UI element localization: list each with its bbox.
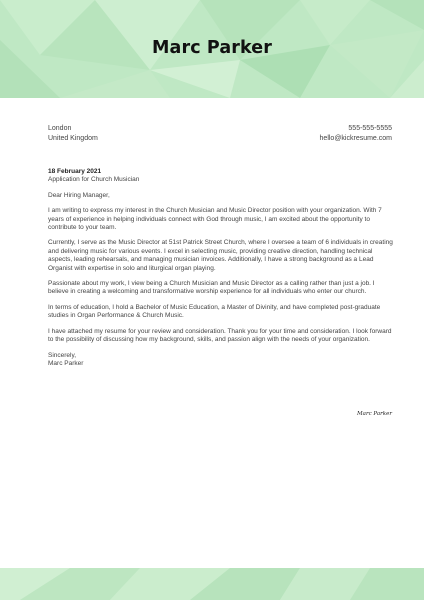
- contact-location: [48, 124, 98, 144]
- letter-subject: Application for Church Musician: [48, 176, 140, 184]
- footer-pattern: [0, 568, 424, 600]
- contact-email[interactable]: hello@kickresume.com: [319, 135, 392, 142]
- handwritten-signature: Marc Parker: [357, 411, 392, 417]
- letter-paragraph-1: I am writing to express my interest in the Church Musician and Music Director position with your organization. With 7 years of experience in helping individuals connect with God through music, I am excited about the opportunity to contribute to your team.: [48, 207, 382, 232]
- letter-date: 18 February 2021: [48, 168, 102, 175]
- header-banner: [0, 0, 424, 98]
- letter-paragraph-2: Currently, I serve as the Music Director at 51st Patrick Street Church, where I oversee a team of 6 individuals in creating and delivering music for various events. I excel in selecting music, providing creative direction, handling technical aspects, leading rehearsals, and managing musician invoices. Additionally, I have a strong background as a Lead Organist with expertise in solo and liturgical organ playing.: [48, 239, 393, 272]
- contact-details: [320, 124, 392, 144]
- letter-paragraph-4: In terms of education, I hold a Bachelor of Music Education, a Master of Divinity, and have completed post-graduate studies in Organ Performance & Church Music.: [48, 303, 381, 320]
- contact-phone[interactable]: 555-555-5555: [348, 125, 392, 132]
- closing-name: Marc Parker: [48, 359, 84, 367]
- applicant-name: Marc Parker: [152, 38, 272, 58]
- footer-banner: [0, 568, 424, 600]
- contact-city: London: [48, 125, 72, 132]
- closing-phrase: Sincerely,: [48, 351, 77, 359]
- letter-greeting: Dear Hiring Manager,: [48, 191, 110, 199]
- letter-paragraph-5: I have attached my resume for your review and consideration. Thank you for your time and consideration. I look forward to the possibility of discussing how my background, skills, and passion align with the needs of your organization.: [48, 327, 392, 344]
- letter-closing: [48, 352, 394, 369]
- letter-heading: [48, 168, 394, 185]
- contact-country: United Kingdom: [48, 135, 98, 142]
- letter-body: [48, 168, 394, 368]
- letter-paragraph-3: Passionate about my work, I view being a Church Musician and Music Director as a calling rather than just a job. I believe in creating a welcoming and transformative worship experience for all individuals who enter our church.: [48, 280, 375, 296]
